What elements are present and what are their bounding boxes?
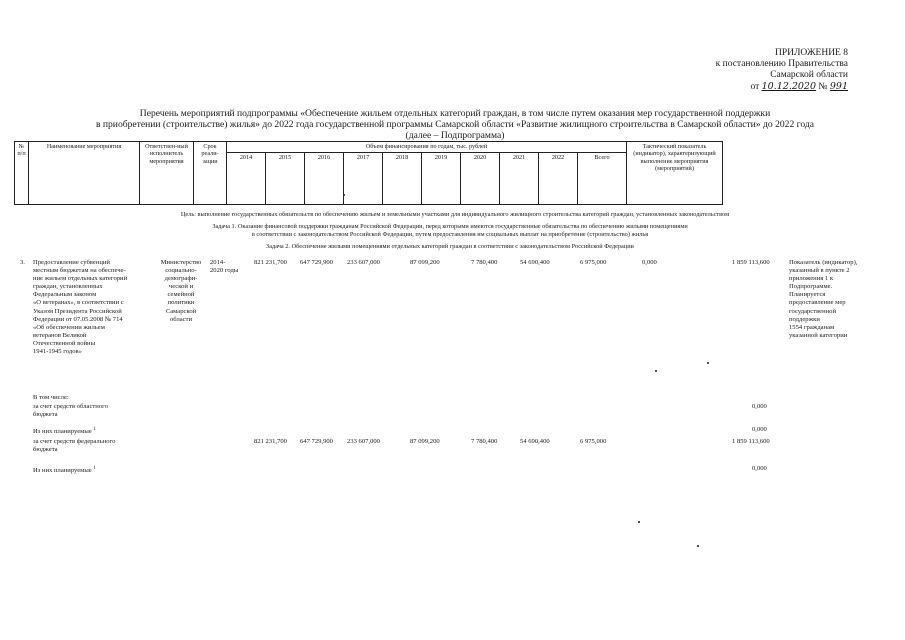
scan-speck [343,194,345,196]
row-name-line: местным бюджетам на обеспече- [33,267,126,275]
goal-text: Цель: выполнение государственных обязательств по обеспечению жильем и земельными участками для индивидуального жилищного строительства категорий граждан, установленных законодательством [180,211,730,218]
federal-total: 1 859 113,600 [732,438,770,445]
scan-speck [697,545,699,547]
year-2022: 2022 [539,153,578,205]
row-name-line: «Об обеспечении жильем [33,323,105,331]
row-responsible [156,259,206,324]
row-name-line: ние жильем отдельных категорий [33,275,128,283]
row-name-line: «О ветеранах», в соответствии с [33,299,124,307]
col-fin-header: Объем финансирования по годам, тыс. рублей [227,142,627,153]
federal-2019: 54 690,400 [520,438,550,445]
value-2017: 87 099,200 [410,259,440,266]
federal-2016: 233 607,000 [347,438,380,445]
row-name-line: Федеральным законом [33,291,97,299]
title-line-3: (далее – Подпрограмма) [405,130,505,141]
including-label: В том числе: [33,394,69,401]
indicator-line: 1554 гражданам [789,323,835,331]
indicator-line: государственной [789,307,836,315]
regional-line: бюджета [33,411,58,419]
appendix-line3: Самарской области [770,70,848,80]
year-total: Всего [578,153,627,205]
col-resp-header: Ответствен-ный исполнитель мероприятия [140,142,194,205]
year-2018: 2018 [383,153,422,205]
col-term-header: Срок реали-зации [194,142,227,205]
col-num-header: № п/п [15,142,29,205]
row-term [210,259,244,275]
resp-line: социально- [165,267,197,275]
scan-speck [655,370,657,372]
value-2015: 647 729,900 [300,259,333,266]
planned-text-2: Из них планируемые [33,467,92,475]
document-title [60,108,850,141]
col-indicator-header: Тактический показатель (индикатор), характеризующий выполнение мероприятия (мероприятий) [627,142,723,205]
header-table [14,141,723,205]
resp-line: политики [167,299,195,307]
value-2021: 0,000 [642,259,657,266]
indicator-line: Подпрограмме. [789,283,833,291]
scan-speck [707,362,709,364]
footnote-mark-1: 1 [93,427,96,432]
planned-label-2 [33,465,96,475]
indicator-line: указанный в пункте 2 [789,267,850,275]
federal-2015: 647 729,900 [300,438,333,445]
resp-line: области [169,315,193,323]
indicator-line: приложения 1 к [789,275,834,283]
appendix-date-line [716,81,848,93]
federal-2018: 7 780,400 [471,438,498,445]
row-name-line: Указом Президента Российской [33,307,122,315]
term-line: 2020 годы [210,267,239,275]
resp-line: семейной [167,291,195,299]
value-2019: 54 690,400 [520,259,550,266]
handwritten-number: 991 [829,81,848,92]
col-name-header: Наименование мероприятия [29,142,140,205]
row-name-line: Отечественной войны [33,339,96,347]
value-2014: 821 231,700 [254,259,287,266]
number-prefix: № [818,82,828,92]
row-indicator [789,259,889,340]
appendix-line2: к постановлению Правительства [715,59,848,69]
indicator-line: предоставление мер [789,299,846,307]
value-total: 1 859 113,600 [732,259,770,266]
federal-line: бюджета [33,446,58,454]
task-1 [100,223,800,238]
handwritten-date: 10.12.2020 [761,81,817,92]
indicator-line: Планируется [789,291,826,299]
year-2017: 2017 [344,153,383,205]
federal-2020: 6 975,000 [580,438,607,445]
task-2: Задача 2. Обеспечение жилыми помещениями отдельных категорий граждан в соответствии с законодательством Российской Федерации [266,243,634,250]
row-name-line: 1941-1945 годов» [33,348,82,356]
term-line: 2014- [210,259,226,266]
year-2021: 2021 [500,153,539,205]
date-prefix: от [750,82,760,92]
resp-line: ческой и [168,283,194,291]
federal-budget-label [33,438,153,454]
indicator-line: указанной категории [789,331,848,339]
regional-line: за счет средств областного [33,403,108,410]
planned-total-1: 0,000 [752,426,767,433]
indicator-line: поддержки [789,315,820,323]
year-2015: 2015 [266,153,305,205]
row-name-line: ветеранов Великой [33,331,87,339]
row-name-line: Федерации от 07.05.2008 № 714 [33,315,123,323]
row-name-line: граждан, установленных [33,283,103,291]
year-2016: 2016 [305,153,344,205]
planned-text-1: Из них планируемые [33,428,92,436]
federal-2014: 821 231,700 [254,438,287,445]
row-name [33,259,153,356]
year-2020: 2020 [461,153,500,205]
federal-line: за счет средств федерального [33,438,116,445]
federal-2017: 87 099,200 [410,438,440,445]
row-number: 3. [20,259,25,266]
value-2020: 6 975,000 [580,259,607,266]
resp-line: демографи- [164,275,198,283]
appendix-block [716,48,848,93]
title-line-1: Перечень мероприятий подпрограммы «Обеспечение жильем отдельных категорий граждан, в том числе путем оказания мер государственной поддержки [139,108,771,119]
regional-budget-label [33,403,153,419]
task-1-line-2: в соответствии с законодательством Российской Федерации, путем предоставления им социальных выплат на приобретение (строительство) жилья [251,230,649,238]
indicator-line: Показатель (индикатор), [789,259,858,266]
planned-total-2: 0,000 [752,465,767,472]
resp-line: Самарской [165,307,197,315]
title-line-2: в приобретении (строительстве) жилья» до 2022 года государственной программы Самарской области «Развитие жилищного строительства в Самарской области» до 2022 года [95,119,815,130]
planned-label-1 [33,426,96,436]
value-2016: 233 607,000 [347,259,380,266]
task-1-line-1: Задача 1. Оказание финансовой поддержки гражданам Российской Федерации, перед которыми имеются государственные обязательства по обеспечению жилыми помещениями [212,223,688,230]
resp-line: Министерство [160,259,202,266]
row-name-line: Предоставление субвенций [33,259,110,266]
scan-speck [638,521,640,523]
year-2014: 2014 [227,153,266,205]
year-2019: 2019 [422,153,461,205]
value-2018: 7 780,400 [471,259,498,266]
regional-total: 0,000 [752,403,767,410]
appendix-title: ПРИЛОЖЕНИЕ 8 [774,48,848,58]
footnote-mark-2: 1 [93,466,96,471]
